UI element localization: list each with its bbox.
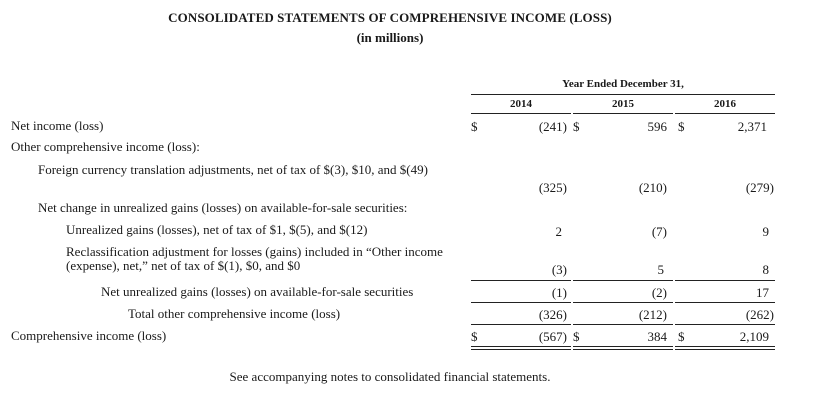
currency-symbol: $ [678,119,685,134]
period-header: Year Ended December 31, [562,78,684,90]
currency-symbol: $ [471,119,478,134]
subtotal-rule-2014 [471,280,571,281]
total-oci-rule-2015 [573,302,673,303]
value-reclassification-2014: (3) [551,262,567,277]
total-oci-rule-2014 [471,302,571,303]
year-rule-2015 [573,113,673,114]
double-rule-top-2015 [573,346,673,347]
value-reclassification-2015: 5 [657,262,664,277]
currency-symbol: $ [678,329,685,344]
comprehensive-rule-2014 [471,324,571,325]
value-net-unrealized-2014: (1) [551,285,567,300]
value-comprehensive-income-2016: 2,109 [739,329,769,344]
double-rule-top-2016 [675,346,775,347]
comprehensive-rule-2015 [573,324,673,325]
value-unrealized-gains-2014: 2 [555,224,562,239]
value-reclassification-2016: 8 [762,262,769,277]
year-header-2016: 2016 [714,98,736,110]
value-comprehensive-income-2015: 384 [647,329,667,344]
value-fx-translation-2016: (279) [745,180,774,195]
row-label-comprehensive-income: Comprehensive income (loss) [11,328,167,343]
value-total-oci-2016: (262) [745,307,774,322]
value-net-income-2014: (241) [538,119,567,134]
value-total-oci-2014: (326) [538,307,567,322]
year-rule-2014 [471,113,571,114]
double-rule-bottom-2014 [471,349,571,350]
value-unrealized-gains-2015: (7) [651,224,667,239]
year-rule-2016 [675,113,775,114]
row-label-total-oci: Total other comprehensive income (loss) [128,306,341,321]
value-fx-translation-2014: (325) [538,180,567,195]
row-label-net-income: Net income (loss) [11,118,104,133]
row-label-unrealized-heading: Net change in unrealized gains (losses) on available-for-sale securities: [38,200,408,215]
year-header-2014: 2014 [510,98,532,110]
row-label-fx-translation: Foreign currency translation adjustments, net of tax of $(3), $10, and $(49) [38,162,428,177]
double-rule-top-2014 [471,346,571,347]
value-net-unrealized-2015: (2) [651,285,667,300]
row-label-reclassification: Reclassification adjustment for losses (gains) included in “Other income (expense), net,” net of tax of $(1), $0, and $0 [66,244,443,273]
value-net-income-2016: 2,371 [737,119,767,134]
statement-subtitle: (in millions) [356,30,424,45]
total-oci-rule-2016 [675,302,775,303]
value-net-income-2015: 596 [647,119,667,134]
currency-symbol: $ [471,329,478,344]
row-label-oci-heading: Other comprehensive income (loss): [11,139,200,154]
value-comprehensive-income-2014: (567) [538,329,567,344]
subtotal-rule-2015 [573,280,673,281]
statement-title: CONSOLIDATED STATEMENTS OF COMPREHENSIVE INCOME (LOSS) [168,10,612,25]
currency-symbol: $ [573,329,580,344]
subtotal-rule-2016 [675,280,775,281]
double-rule-bottom-2015 [573,349,673,350]
period-header-rule [471,94,775,95]
value-unrealized-gains-2016: 9 [762,224,769,239]
row-label-unrealized-gains: Unrealized gains (losses), net of tax of $1, $(5), and $(12) [66,222,368,237]
row-label-net-unrealized: Net unrealized gains (losses) on available-for-sale securities [101,284,414,299]
value-net-unrealized-2016: 17 [756,285,769,300]
value-fx-translation-2015: (210) [638,180,667,195]
comprehensive-rule-2016 [675,324,775,325]
currency-symbol: $ [573,119,580,134]
value-total-oci-2015: (212) [638,307,667,322]
footnote: See accompanying notes to consolidated financial statements. [229,369,551,384]
year-header-2015: 2015 [612,98,634,110]
double-rule-bottom-2016 [675,349,775,350]
